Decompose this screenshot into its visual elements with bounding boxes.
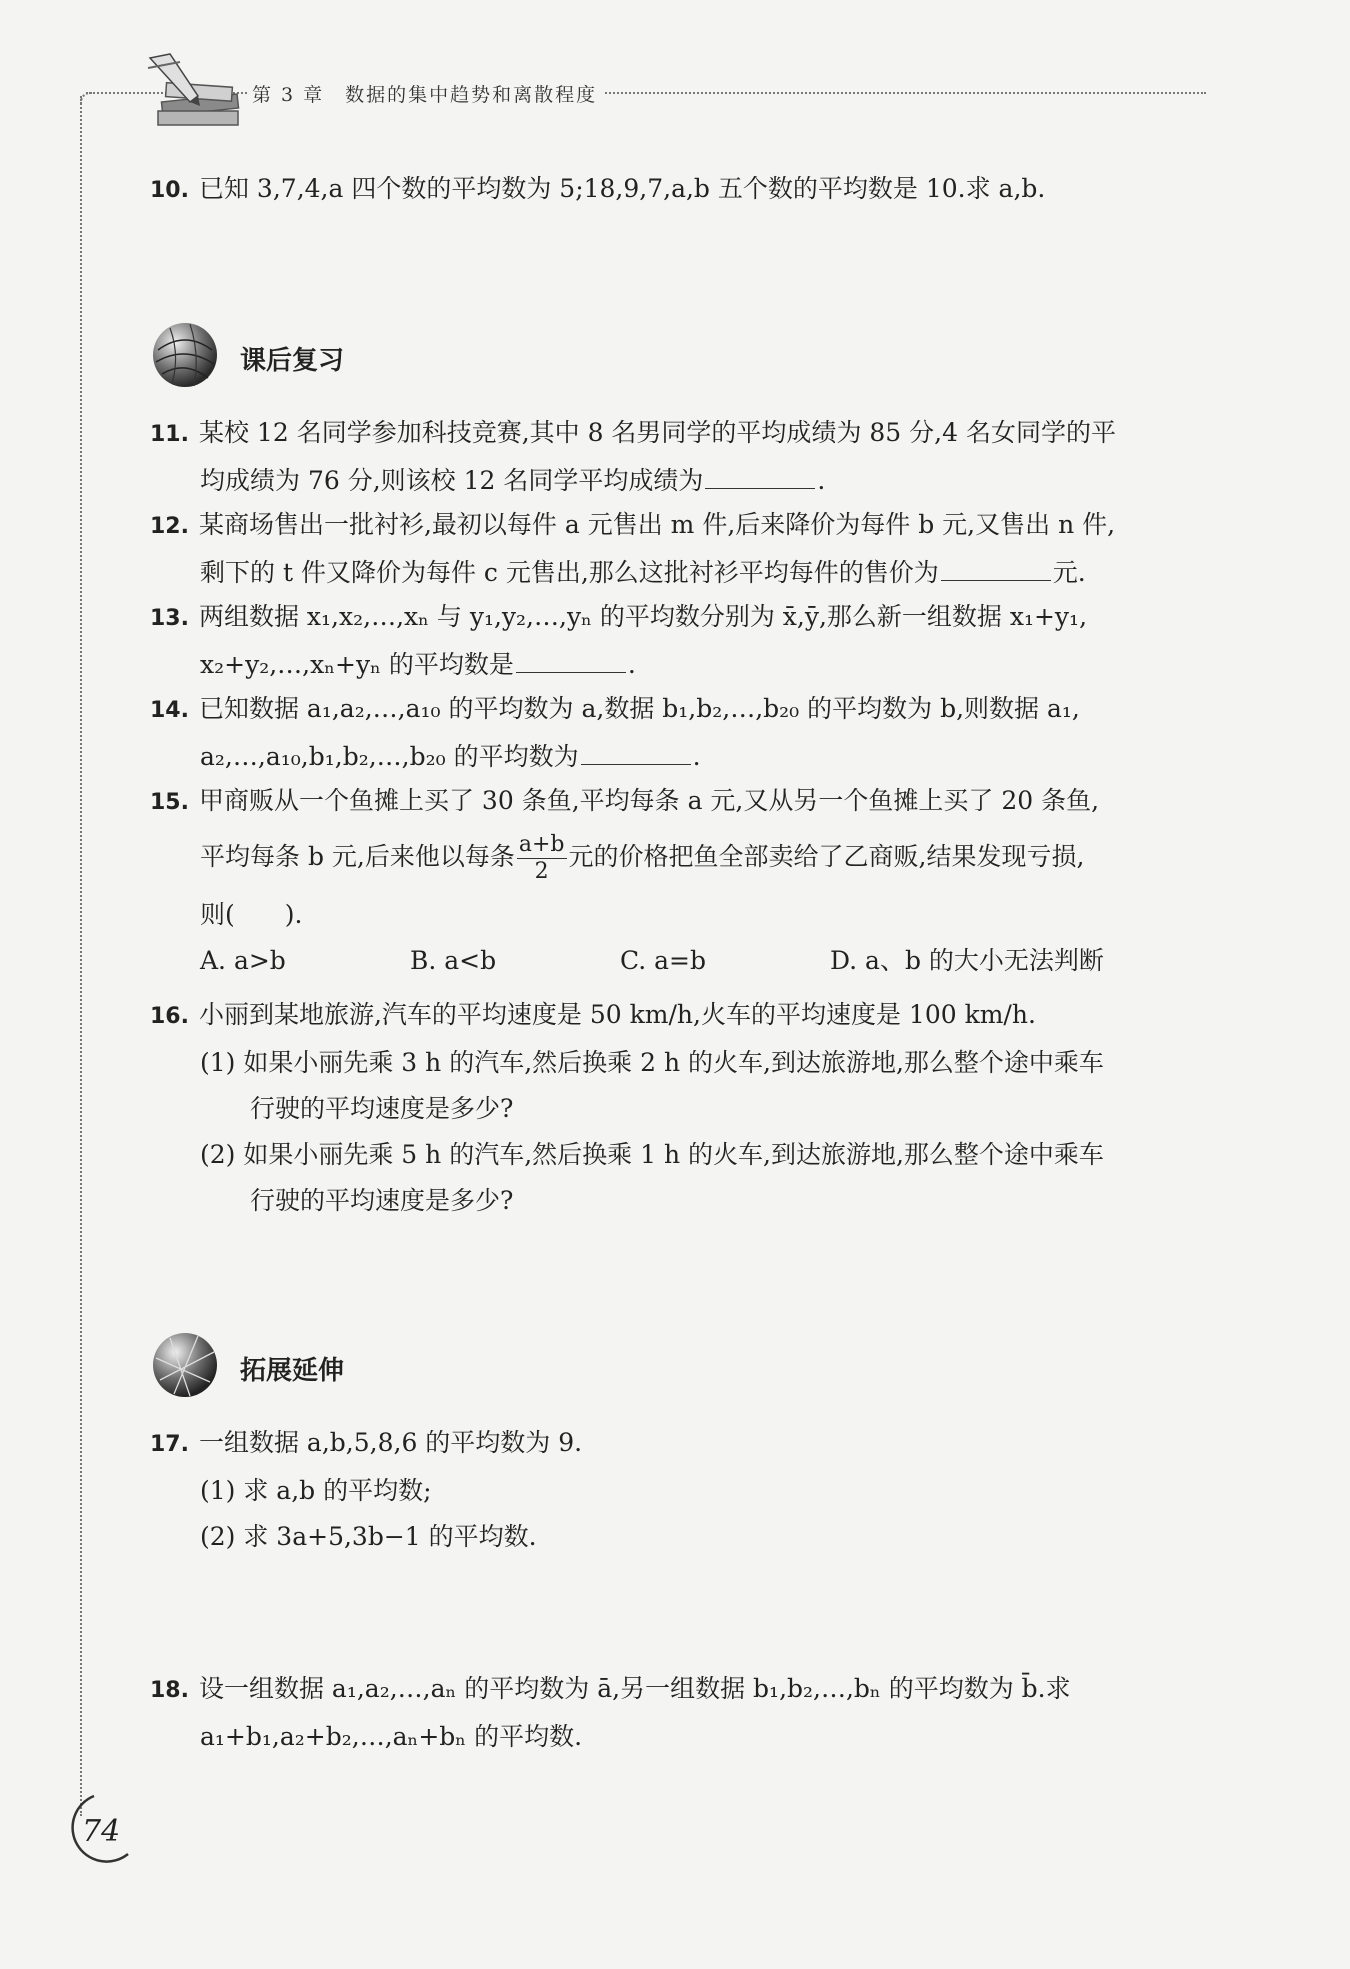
choice-d[interactable]: D. a、b 的大小无法判断 <box>830 946 1104 975</box>
answer-blank[interactable] <box>516 642 626 673</box>
problem-number: 14. <box>150 698 189 723</box>
sub-question-1-cont: 行驶的平均速度是多少? <box>250 1094 514 1123</box>
problem-number: 11. <box>150 422 189 447</box>
sub-question-2: (2) 求 3a+5,3b−1 的平均数. <box>200 1522 537 1551</box>
problem-number: 15. <box>150 790 189 815</box>
chapter-title: 第 3 章 数据的集中趋势和离散程度 <box>248 80 603 107</box>
problem-10 <box>150 166 1210 214</box>
problem-text: 元. <box>1052 558 1086 587</box>
problem-11 <box>150 410 1210 504</box>
problem-16 <box>150 992 1210 1224</box>
page-number: 74 <box>82 1814 121 1849</box>
problem-text: . <box>627 650 636 679</box>
problem-text: 某商场售出一批衬衫,最初以每件 a 元售出 m 件,后来降价为每件 b 元,又售出 n 件, <box>198 510 1116 539</box>
problem-text: 设一组数据 a₁,a₂,…,aₙ 的平均数为 ā,另一组数据 b₁,b₂,…,bₙ 的平均数为 b̄.求 <box>198 1674 1071 1703</box>
answer-blank[interactable] <box>941 550 1051 581</box>
problem-text: a₂,…,a₁₀,b₁,b₂,…,b₂₀ 的平均数为 <box>200 742 579 771</box>
problem-number: 10. <box>150 178 189 203</box>
problem-12 <box>150 502 1210 596</box>
left-dotted-rule <box>80 96 82 1816</box>
globe-icon <box>150 1330 220 1400</box>
problem-text: 则( ). <box>200 900 303 929</box>
problem-17 <box>150 1420 1210 1560</box>
globe-icon <box>150 320 220 390</box>
answer-blank[interactable] <box>705 458 815 489</box>
problem-number: 12. <box>150 514 189 539</box>
choice-c[interactable]: C. a=b <box>620 946 706 975</box>
problem-text: 两组数据 x₁,x₂,…,xₙ 与 y₁,y₂,…,yₙ 的平均数分别为 x̄,ȳ,那么新一组数据 x₁+y₁, <box>198 602 1088 631</box>
problem-text: 小丽到某地旅游,汽车的平均速度是 50 km/h,火车的平均速度是 100 km/h. <box>198 1000 1036 1029</box>
problem-text: 剩下的 t 件又降价为每件 c 元售出,那么这批衬衫平均每件的售价为 <box>200 558 939 587</box>
problem-number: 18. <box>150 1678 189 1703</box>
problem-number: 16. <box>150 1004 189 1029</box>
problem-15 <box>150 778 1210 984</box>
problem-text: a₁+b₁,a₂+b₂,…,aₙ+bₙ 的平均数. <box>200 1722 583 1751</box>
problem-text: x₂+y₂,…,xₙ+yₙ 的平均数是 <box>200 650 514 679</box>
books-pencil-icon <box>140 48 250 138</box>
problem-text: 平均每条 b 元,后来他以每条 <box>200 842 515 871</box>
sub-question-1: (1) 求 a,b 的平均数; <box>200 1476 432 1505</box>
problem-text: 均成绩为 76 分,则该校 12 名同学平均成绩为 <box>200 466 704 495</box>
sub-question-2-cont: 行驶的平均速度是多少? <box>250 1186 514 1215</box>
choice-a[interactable]: A. a>b <box>200 946 286 975</box>
choice-list <box>150 938 1210 984</box>
problem-text: 甲商贩从一个鱼摊上买了 30 条鱼,平均每条 a 元,又从另一个鱼摊上买了 20 条鱼, <box>198 786 1100 815</box>
problem-text: 已知数据 a₁,a₂,…,a₁₀ 的平均数为 a,数据 b₁,b₂,…,b₂₀ 的平均数为 b,则数据 a₁, <box>198 694 1080 723</box>
problem-text: 一组数据 a,b,5,8,6 的平均数为 9. <box>198 1428 583 1457</box>
section-title-extension: 拓展延伸 <box>240 1356 345 1386</box>
problem-text: . <box>692 742 701 771</box>
problem-text: 元的价格把鱼全部卖给了乙商贩,结果发现亏损, <box>568 842 1085 871</box>
answer-blank[interactable] <box>581 734 691 765</box>
choice-b[interactable]: B. a<b <box>410 946 497 975</box>
fraction-numerator: a+b <box>518 832 565 857</box>
problem-number: 17. <box>150 1432 189 1457</box>
fraction-denominator: 2 <box>534 859 549 884</box>
page-number-badge <box>54 1790 134 1870</box>
sub-question-2: (2) 如果小丽先乘 5 h 的汽车,然后换乘 1 h 的火车,到达旅游地,那么整个途中乘车 <box>200 1140 1104 1169</box>
problem-14 <box>150 686 1210 780</box>
problem-text: 某校 12 名同学参加科技竞赛,其中 8 名男同学的平均成绩为 85 分,4 名女同学的平 <box>198 418 1116 447</box>
problem-18 <box>150 1666 1210 1760</box>
problem-text: . <box>817 466 826 495</box>
problem-text: 已知 3,7,4,a 四个数的平均数为 5;18,9,7,a,b 五个数的平均数是 10.求 a,b. <box>198 174 1046 203</box>
problem-13 <box>150 594 1210 688</box>
section-title-review: 课后复习 <box>240 346 345 376</box>
sub-question-1: (1) 如果小丽先乘 3 h 的汽车,然后换乘 2 h 的火车,到达旅游地,那么整个途中乘车 <box>200 1048 1104 1077</box>
fraction <box>517 832 567 885</box>
problem-number: 13. <box>150 606 189 631</box>
